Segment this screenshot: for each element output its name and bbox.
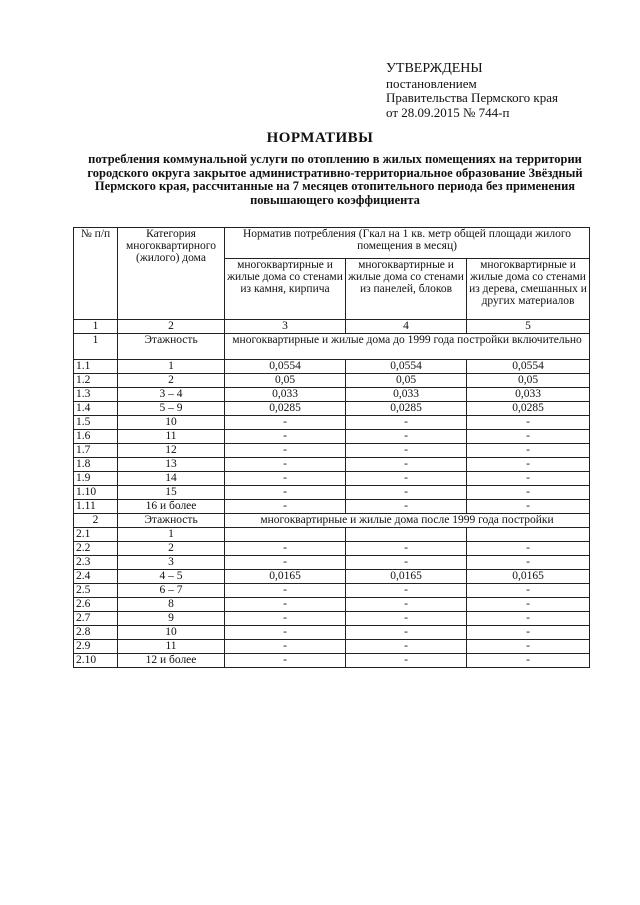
row-value-panel: - xyxy=(346,654,467,668)
row-floors: 3 xyxy=(118,556,225,570)
row-value-wood: 0,0285 xyxy=(467,402,590,416)
header-brick: многоквартирные и жилые дома со стенами из камня, кирпича xyxy=(225,259,346,320)
row-value-brick: 0,0285 xyxy=(225,402,346,416)
row-value-panel: 0,0285 xyxy=(346,402,467,416)
row-value-panel: - xyxy=(346,472,467,486)
row-value-wood: - xyxy=(467,640,590,654)
row-number: 2.1 xyxy=(74,528,118,542)
column-number: 3 xyxy=(225,320,346,334)
row-number: 2.9 xyxy=(74,640,118,654)
section-row xyxy=(74,334,590,360)
row-value-brick: - xyxy=(225,542,346,556)
row-value-wood: - xyxy=(467,626,590,640)
row-value-brick: 0,033 xyxy=(225,388,346,402)
row-value-wood: - xyxy=(467,542,590,556)
row-value-wood: - xyxy=(467,612,590,626)
row-floors: 10 xyxy=(118,626,225,640)
row-number: 2.8 xyxy=(74,626,118,640)
row-value-brick: - xyxy=(225,654,346,668)
row-value-brick: - xyxy=(225,598,346,612)
table-row xyxy=(74,500,590,514)
document-title: НОРМАТИВЫ xyxy=(266,130,374,146)
section-label: Этажность xyxy=(118,334,225,360)
row-value-brick: - xyxy=(225,626,346,640)
table-row xyxy=(74,528,590,542)
norms-table xyxy=(73,227,590,668)
row-floors: 5 – 9 xyxy=(118,402,225,416)
row-number: 1.6 xyxy=(74,430,118,444)
row-floors: 1 xyxy=(118,360,225,374)
row-number: 1.9 xyxy=(74,472,118,486)
row-floors: 1 xyxy=(118,528,225,542)
table-row xyxy=(74,654,590,668)
row-value-panel: 0,0165 xyxy=(346,570,467,584)
row-value-wood: - xyxy=(467,458,590,472)
row-number: 1.7 xyxy=(74,444,118,458)
row-value-panel: - xyxy=(346,500,467,514)
table-row xyxy=(74,598,590,612)
row-value-wood: - xyxy=(467,430,590,444)
row-value-wood: 0,033 xyxy=(467,388,590,402)
row-value-panel: - xyxy=(346,416,467,430)
column-number: 4 xyxy=(346,320,467,334)
row-value-wood: - xyxy=(467,556,590,570)
row-value-panel: - xyxy=(346,598,467,612)
row-number: 1.5 xyxy=(74,416,118,430)
row-number: 1.8 xyxy=(74,458,118,472)
approval-block xyxy=(386,62,626,120)
row-value-wood: - xyxy=(467,444,590,458)
row-value-brick: - xyxy=(225,640,346,654)
table-row xyxy=(74,360,590,374)
section-title: многоквартирные и жилые дома после 1999 года постройки xyxy=(225,514,590,528)
row-floors: 4 – 5 xyxy=(118,570,225,584)
header-no: № п/п xyxy=(74,228,118,320)
section-title: многоквартирные и жилые дома до 1999 года постройки включительно xyxy=(225,334,590,360)
row-value-brick: - xyxy=(225,612,346,626)
row-number: 2.4 xyxy=(74,570,118,584)
row-value-wood: - xyxy=(467,584,590,598)
row-value-brick: - xyxy=(225,500,346,514)
row-floors: 2 xyxy=(118,542,225,556)
header-norm: Норматив потребления (Гкал на 1 кв. метр общей площади жилого помещения в месяц) xyxy=(225,228,590,259)
row-floors: 10 xyxy=(118,416,225,430)
row-value-brick: - xyxy=(225,486,346,500)
row-floors: 12 xyxy=(118,444,225,458)
row-value-wood: 0,0165 xyxy=(467,570,590,584)
row-floors: 6 – 7 xyxy=(118,584,225,598)
row-value-wood: - xyxy=(467,598,590,612)
row-number: 2.10 xyxy=(74,654,118,668)
row-floors: 14 xyxy=(118,472,225,486)
row-number: 1.1 xyxy=(74,360,118,374)
row-number: 1.4 xyxy=(74,402,118,416)
row-value-panel: 0,05 xyxy=(346,374,467,388)
row-floors: 2 xyxy=(118,374,225,388)
row-value-panel: - xyxy=(346,584,467,598)
approval-head: УТВЕРЖДЕНЫ xyxy=(386,61,483,76)
table-row xyxy=(74,444,590,458)
table-row xyxy=(74,542,590,556)
row-value-brick xyxy=(225,528,346,542)
row-number: 1.11 xyxy=(74,500,118,514)
column-number-row xyxy=(74,320,590,334)
row-floors: 3 – 4 xyxy=(118,388,225,402)
approval-line-1: постановлением xyxy=(386,75,477,91)
table-row xyxy=(74,570,590,584)
approval-line-3: от 28.09.2015 № 744-п xyxy=(386,104,510,120)
table-row xyxy=(74,388,590,402)
row-value-panel: - xyxy=(346,458,467,472)
row-value-panel: - xyxy=(346,626,467,640)
header-panel: многоквартирные и жилые дома со стенами из панелей, блоков xyxy=(346,259,467,320)
row-number: 2.5 xyxy=(74,584,118,598)
row-floors: 8 xyxy=(118,598,225,612)
row-value-panel: 0,0554 xyxy=(346,360,467,374)
row-floors: 13 xyxy=(118,458,225,472)
table-row xyxy=(74,430,590,444)
row-number: 1.2 xyxy=(74,374,118,388)
row-value-panel: - xyxy=(346,542,467,556)
approval-line-2: Правительства Пермского края xyxy=(386,90,558,105)
row-number: 2.6 xyxy=(74,598,118,612)
row-value-wood: - xyxy=(467,500,590,514)
row-value-brick: - xyxy=(225,416,346,430)
row-floors: 12 и более xyxy=(118,654,225,668)
section-number: 1 xyxy=(74,334,118,360)
table-row xyxy=(74,472,590,486)
column-number: 5 xyxy=(467,320,590,334)
row-number: 2.7 xyxy=(74,612,118,626)
row-value-wood: 0,0554 xyxy=(467,360,590,374)
table-row xyxy=(74,612,590,626)
row-value-panel: - xyxy=(346,486,467,500)
row-number: 1.3 xyxy=(74,388,118,402)
column-number: 1 xyxy=(74,320,118,334)
table-row xyxy=(74,458,590,472)
row-floors: 11 xyxy=(118,640,225,654)
table-row xyxy=(74,486,590,500)
row-value-brick: - xyxy=(225,444,346,458)
row-value-brick: - xyxy=(225,584,346,598)
section-label: Этажность xyxy=(118,514,225,528)
row-value-brick: - xyxy=(225,472,346,486)
row-value-brick: - xyxy=(225,556,346,570)
row-value-panel: - xyxy=(346,612,467,626)
header-wood: многоквартирные и жилые дома со стенами из дерева, смешанных и других материалов xyxy=(467,259,590,320)
table-row xyxy=(74,626,590,640)
row-floors: 15 xyxy=(118,486,225,500)
row-value-wood: - xyxy=(467,472,590,486)
row-number: 1.10 xyxy=(74,486,118,500)
row-value-wood xyxy=(467,528,590,542)
column-number: 2 xyxy=(118,320,225,334)
row-value-brick: - xyxy=(225,458,346,472)
row-value-brick: - xyxy=(225,430,346,444)
table-row xyxy=(74,556,590,570)
row-value-panel: 0,033 xyxy=(346,388,467,402)
header-category: Категория многоквартирного (жилого) дома xyxy=(118,228,225,320)
row-value-panel: - xyxy=(346,640,467,654)
row-value-panel: - xyxy=(346,430,467,444)
table-row xyxy=(74,374,590,388)
row-value-brick: 0,0165 xyxy=(225,570,346,584)
table-row xyxy=(74,584,590,598)
table-row xyxy=(74,416,590,430)
section-number: 2 xyxy=(74,514,118,528)
row-value-panel: - xyxy=(346,444,467,458)
row-value-wood: - xyxy=(467,654,590,668)
table-row xyxy=(74,402,590,416)
section-row xyxy=(74,514,590,528)
row-number: 2.2 xyxy=(74,542,118,556)
document-subtitle: потребления коммунальной услуги по отоплению в жилых помещениях на территории городского округа закрытое административно-территориальное образование Звёздный Пермского края, рассчитанные на 7 месяцев отопительного периода без применения повышающего коэффициента xyxy=(87,152,583,207)
table-row xyxy=(74,640,590,654)
row-value-wood: 0,05 xyxy=(467,374,590,388)
row-value-wood: - xyxy=(467,416,590,430)
row-value-wood: - xyxy=(467,486,590,500)
row-value-brick: 0,05 xyxy=(225,374,346,388)
row-number: 2.3 xyxy=(74,556,118,570)
row-floors: 9 xyxy=(118,612,225,626)
row-floors: 11 xyxy=(118,430,225,444)
row-value-panel xyxy=(346,528,467,542)
row-value-brick: 0,0554 xyxy=(225,360,346,374)
row-value-panel: - xyxy=(346,556,467,570)
header-row-1 xyxy=(74,228,590,259)
row-floors: 16 и более xyxy=(118,500,225,514)
